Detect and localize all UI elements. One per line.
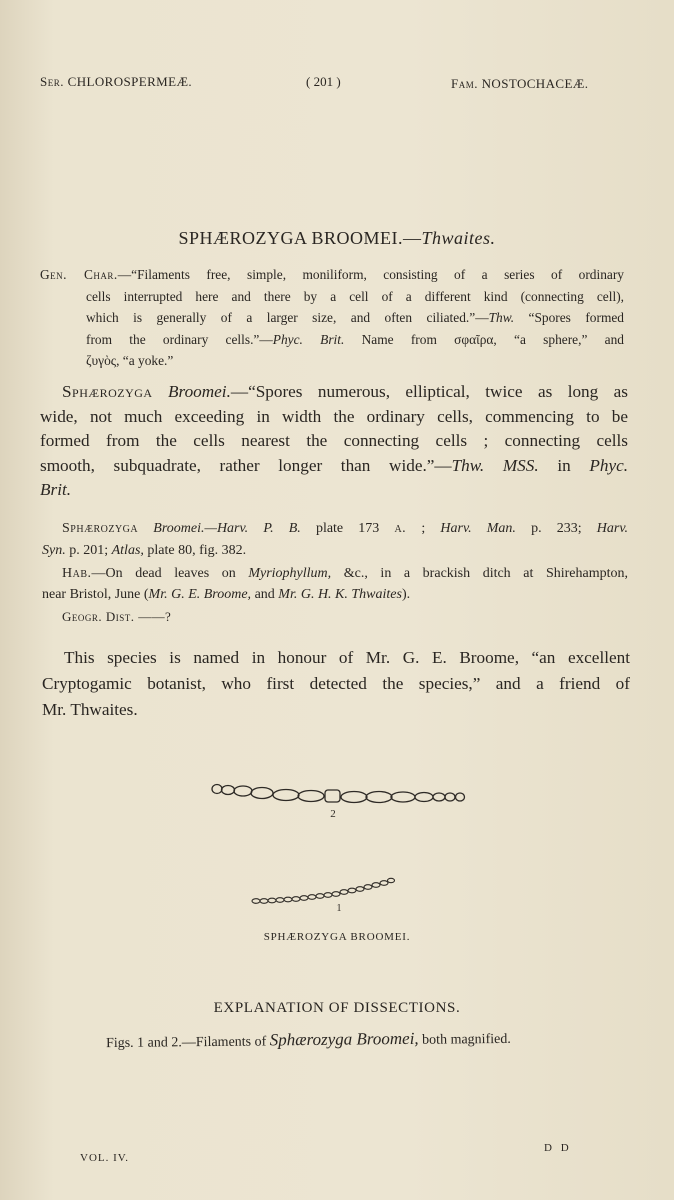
series-prefix: Ser. <box>40 74 64 89</box>
gen-char-line-4: from the ordinary cells.”—Phyc. Brit. Name from σφαῖρα, “a sphere,” and <box>86 331 625 347</box>
hab-line-1: Hab.—On dead leaves on Myriophyllum, &c., in a brackish ditch at Shirehampton, <box>62 566 628 581</box>
explanation-title: EXPLANATION OF DISSECTIONS. <box>213 1000 461 1016</box>
gen-char-line-1: Gen. Char.—“Filaments free, simple, moniliform, consisting of a series of ordinary <box>40 267 624 282</box>
desc-line-3: formed from the cells nearest the connecting cells ; connecting cells <box>40 431 628 451</box>
filament-figure-1 <box>252 878 395 903</box>
desc-line-2: wide, not much exceeding in width the ordinary cells, commencing to be <box>40 406 628 426</box>
series-name: CHLOROSPERMEÆ. <box>67 74 193 89</box>
species-name: SPHÆROZYGA BROOMEI. <box>178 228 404 248</box>
refs-line-1: Sphærozyga Broomei.—Harv. P. B. plate 173 a. ; Harv. Man. p. 233; Harv. <box>62 521 629 536</box>
geogr-value: ——? <box>138 609 172 624</box>
gen-char-line-3: which is generally of a larger size, and often ciliated.”—Thw. “Spores formed <box>86 310 625 325</box>
title-dash: — <box>403 228 422 248</box>
gen-char-line-2: cells interrupted here and there by a cell of a different kind (connecting cell), <box>86 288 624 304</box>
page-number: ( 201 ) <box>306 74 341 89</box>
filament-figure-2 <box>212 785 465 803</box>
honour-line-2: Cryptogamic botanist, who first detected the species,” and a friend of <box>42 674 630 693</box>
explanation-text: Figs. 1 and 2.—Filaments of Sphærozyga Broomei, both magnified. <box>105 1028 511 1052</box>
species-author: Thwaites. <box>421 228 496 248</box>
family-name: NOSTOCHACEÆ. <box>481 76 589 91</box>
signature-mark: D D <box>544 1142 572 1154</box>
gen-char-label: Gen. Char. <box>40 267 118 282</box>
figure-1-label: 1 <box>336 903 342 914</box>
geogr-label: Geogr. Dist. <box>62 609 135 624</box>
gen-char-line-5: ζυγὸς, “a yoke.” <box>86 353 174 368</box>
honour-line-1: This species is named in honour of Mr. G. E. Broome, “an excellent <box>64 648 630 667</box>
desc-line-1: Sphærozyga Broomei.—“Spores numerous, elliptical, twice as long as <box>62 382 628 401</box>
refs-line-2: Syn. p. 201; Atlas, plate 80, fig. 382. <box>42 542 247 558</box>
figure-2-label: 2 <box>330 808 336 820</box>
honour-line-3: Mr. Thwaites. <box>42 700 138 719</box>
family-prefix: Fam. <box>451 76 478 91</box>
volume-footer: VOL. IV. <box>80 1152 130 1164</box>
hab-line-2: near Bristol, June (Mr. G. E. Broome, and Mr. G. H. K. Thwaites). <box>42 587 411 602</box>
desc-line-4: smooth, subquadrate, rather longer than wide.”—Thw. MSS. in Phyc. <box>40 455 629 475</box>
desc-line-5: Brit. <box>40 480 72 500</box>
figure-caption: SPHÆROZYGA BROOMEI. <box>263 931 411 943</box>
